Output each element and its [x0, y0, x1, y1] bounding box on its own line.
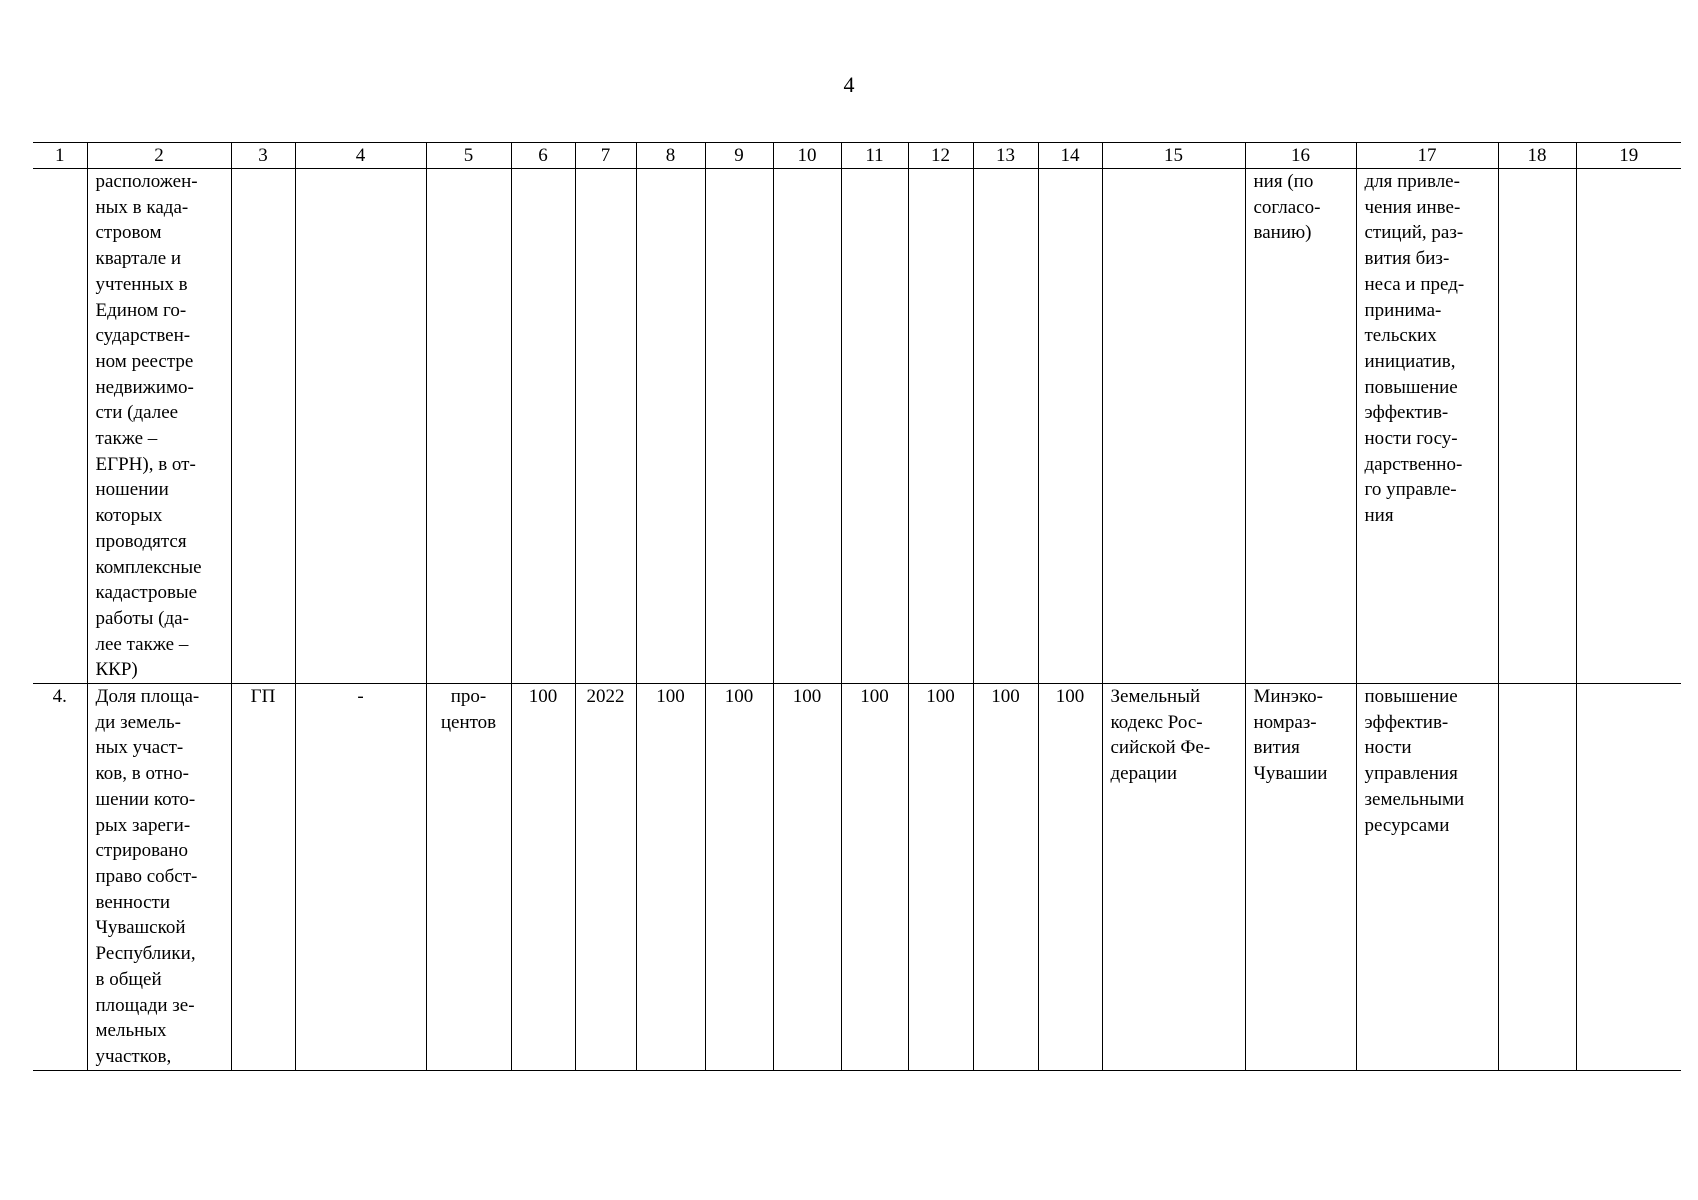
target-value: 100: [636, 684, 705, 1071]
column-header: 2: [87, 143, 231, 169]
column-header: 7: [575, 143, 636, 169]
column-header: 12: [908, 143, 973, 169]
indicator-type: ГП: [231, 684, 295, 1071]
table-cell: [1038, 169, 1102, 684]
column-header: 1: [33, 143, 87, 169]
table-cell: [1576, 684, 1681, 1071]
responsible-continued: ния (по согласо- ванию): [1245, 169, 1356, 684]
table-cell: [575, 169, 636, 684]
table-cell: [908, 169, 973, 684]
table-cell: [636, 169, 705, 684]
table-cell: [973, 169, 1038, 684]
column-header: 10: [773, 143, 841, 169]
column-header: 17: [1356, 143, 1498, 169]
column-header: 6: [511, 143, 575, 169]
column-header: 8: [636, 143, 705, 169]
target-value: 100: [705, 684, 773, 1071]
indicators-table: [33, 142, 1681, 1071]
purpose-continued: для привле- чения инве- стиций, раз- вития биз- неса и пред- принима- тельских инициатив, повышение эффектив- ности госу- дарственно- го управле- ния: [1356, 169, 1498, 684]
target-value: 100: [773, 684, 841, 1071]
column-header: 15: [1102, 143, 1245, 169]
table-row: [33, 684, 1681, 1071]
column-header: 4: [295, 143, 426, 169]
column-header: 16: [1245, 143, 1356, 169]
target-value: 100: [841, 684, 908, 1071]
table-cell: [33, 169, 87, 684]
column-header: 11: [841, 143, 908, 169]
column-header: 19: [1576, 143, 1681, 169]
table-cell: [1576, 169, 1681, 684]
table-cell: [426, 169, 511, 684]
indicator-name-continued: расположен- ных в када- стровом квартале и учтенных в Едином го- сударствен- ном реестре недвижимо- сти (далее также – ЕГРН), в от- ношении которых проводятся комплексные кадастровые работы (да- лее также – ККР): [87, 169, 231, 684]
column-header: 3: [231, 143, 295, 169]
column-number-row: [33, 143, 1681, 169]
table-cell: [705, 169, 773, 684]
indicator-name: Доля площа- ди земель- ных участ- ков, в отно- шении кото- рых зареги- стрировано право собст- венности Чувашской Республики, в общей площади зе- мельных участков,: [87, 684, 231, 1071]
table-cell: [1498, 684, 1576, 1071]
column-header: 13: [973, 143, 1038, 169]
column-header: 18: [1498, 143, 1576, 169]
table-cell: [231, 169, 295, 684]
table-cell: [773, 169, 841, 684]
column-header: 5: [426, 143, 511, 169]
purpose-link: повышение эффектив- ности управления земельными ресурсами: [1356, 684, 1498, 1071]
responsible-body: Минэко- номраз- вития Чувашии: [1245, 684, 1356, 1071]
page-number: 4: [843, 72, 855, 97]
target-value: 100: [1038, 684, 1102, 1071]
table-cell: [1498, 169, 1576, 684]
table-cell: [841, 169, 908, 684]
column-header: 14: [1038, 143, 1102, 169]
row-number: 4.: [33, 684, 87, 1071]
table-cell: -: [295, 684, 426, 1071]
table-row-continuation: [33, 169, 1681, 684]
unit-of-measure: про- центов: [426, 684, 511, 1071]
target-value: 100: [908, 684, 973, 1071]
table-cell: [511, 169, 575, 684]
base-year: 2022: [575, 684, 636, 1071]
table-cell: [295, 169, 426, 684]
column-header: 9: [705, 143, 773, 169]
target-value: 100: [973, 684, 1038, 1071]
table-cell: [1102, 169, 1245, 684]
legal-document: Земельный кодекс Рос- сийской Фе- дерации: [1102, 684, 1245, 1071]
base-value: 100: [511, 684, 575, 1071]
